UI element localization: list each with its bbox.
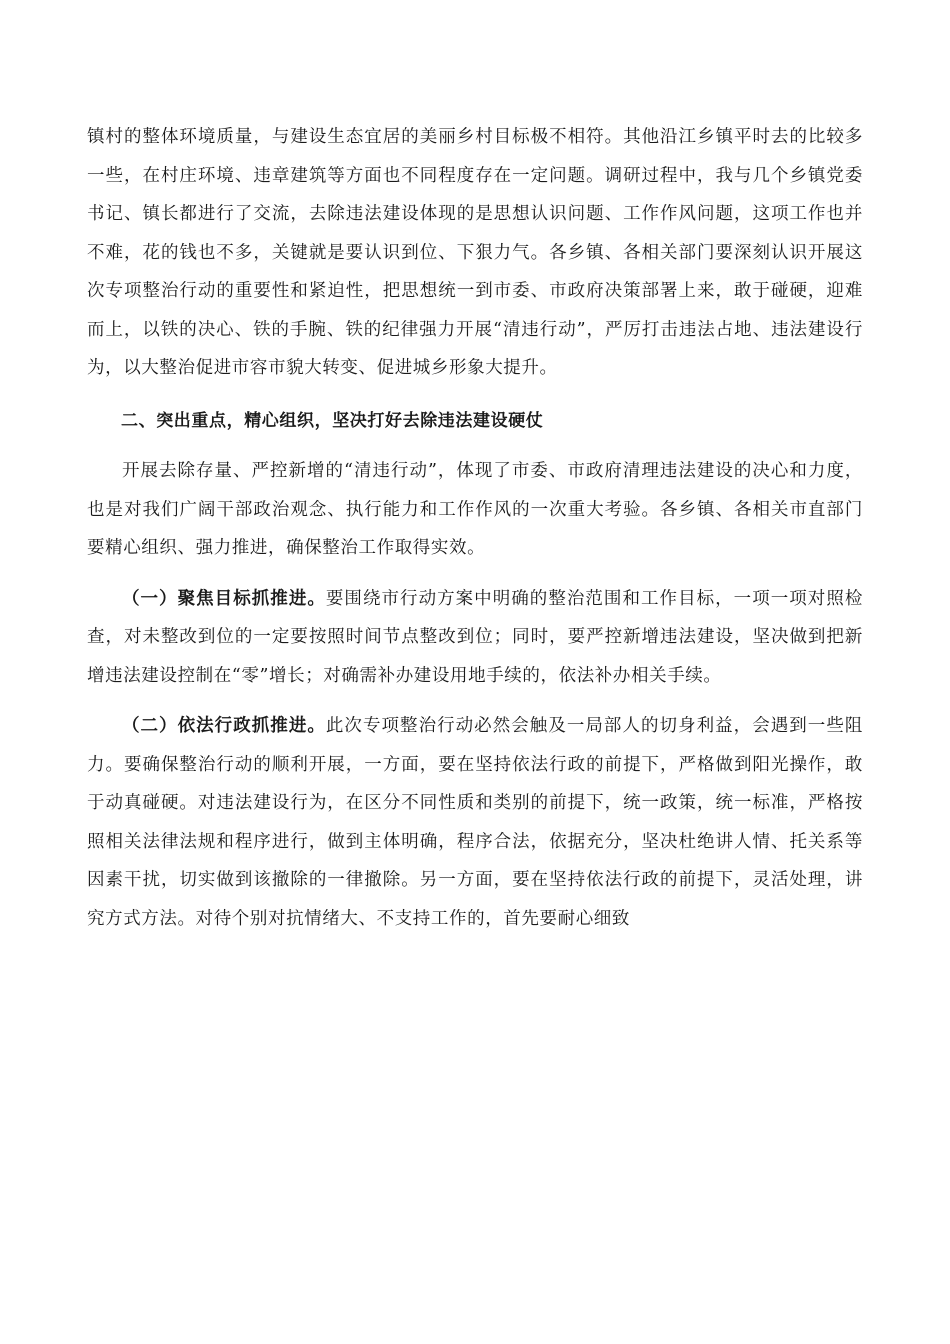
spacer [87, 388, 863, 402]
list-item-1-lead: （一）聚焦目标抓推进。 [122, 588, 326, 609]
paragraph-continuation: 镇村的整体环境质量，与建设生态宜居的美丽乡村目标极不相符。其他沿江乡镇平时去的比较多一些，在村庄环境、违章建筑等方面也不同程度存在一定问题。调研过程中，我与几个乡镇党委书记、镇长都进行了交流，去除违法建设体现的是思想认识问题、工作作风问题，这项工作也并不难，花的钱也不多，关键就是要认识到位、下狠力气。各乡镇、各相关部门要深刻认识开展这次专项整治行动的重要性和紧迫性，把思想统一到市委、市政府决策部署上来，敢于碰硬，迎难而上，以铁的决心、铁的手腕、铁的纪律强力开展“清违行动”，严厉打击违法占地、违法建设行为，以大整治促进市容市貌大转变、促进城乡形象大提升。 [87, 127, 863, 378]
list-item-2 [87, 707, 863, 938]
list-item-2-body: 此次专项整治行动必然会触及一局部人的切身利益，会遇到一些阻力。要确保整治行动的顺利开展，一方面，要在坚持依法行政的前提下，严格做到阳光操作，敢于动真碰硬。对违法建设行为，在区分不同性质和类别的前提下，统一政策，统一标准，严格按照相关法律法规和程序进行，做到主体明确，程序合法，依据充分，坚决杜绝讲人情、托关系等因素干扰，切实做到该撤除的一律撤除。另一方面，要在坚持依法行政的前提下，灵活处理，讲究方式方法。对待个别对抗情绪大、不支持工作的，首先要耐心细致 [87, 716, 863, 929]
list-item-2-lead: （二）依法行政抓推进。 [122, 716, 326, 736]
section-heading: 二、突出重点，精心组织，坚决打好去除违法建设硬仗 [121, 410, 544, 431]
spacer [87, 440, 863, 452]
document-body [87, 118, 863, 938]
paragraph-intro: 开展去除存量、严控新增的“清违行动”，体现了市委、市政府清理违法建设的决心和力度，也是对我们广阔干部政治观念、执行能力和工作作风的一次重大考验。各乡镇、各相关市直部门要精心组织、强力推进，确保整治工作取得实效。 [87, 461, 863, 558]
spacer [87, 568, 863, 580]
list-item-1-body: 要围绕市行动方案中明确的整治范围和工作目标，一项一项对照检查，对未整改到位的一定要按照时间节点整改到位；同时，要严控新增违法建设，坚决做到把新增违法建设控制在“零”增长；对确需补办建设用地手续的，依法补办相关手续。 [87, 588, 863, 686]
spacer [87, 695, 863, 707]
list-item-1 [87, 580, 863, 696]
